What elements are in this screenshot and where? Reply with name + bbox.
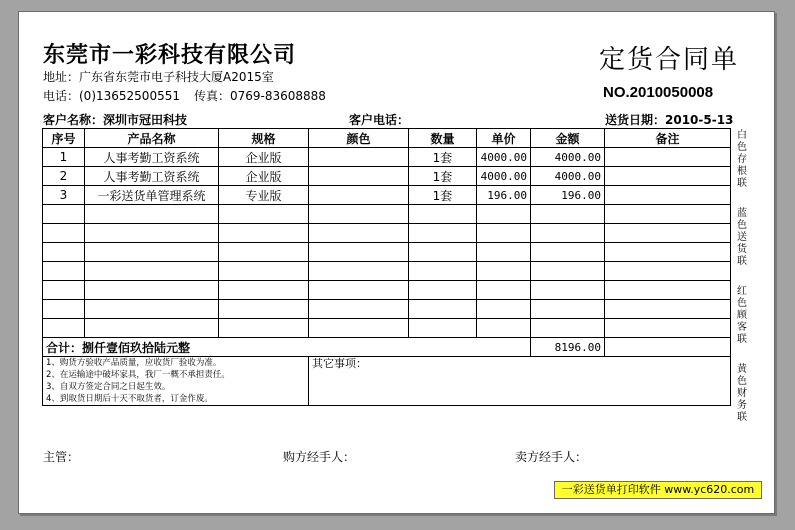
order-table (42, 128, 731, 406)
software-ad-banner[interactable]: 一彩送货单打印软件 www.yc620.com (554, 481, 762, 499)
empty-cell (605, 319, 731, 338)
empty-cell (43, 300, 85, 319)
terms-cell (43, 357, 309, 406)
term-item: 3、自双方签定合同之日起生效。 (46, 382, 171, 392)
col-header-product: 产品名称 (85, 129, 219, 148)
empty-cell (409, 205, 477, 224)
empty-cell (85, 281, 219, 300)
empty-cell (409, 243, 477, 262)
empty-cell (309, 319, 409, 338)
empty-table-row (43, 205, 731, 224)
total-row (43, 338, 731, 357)
other-matters-cell (309, 357, 731, 406)
term-item: 2、在运输途中破坏家具，我厂一概不承担责任。 (46, 370, 230, 380)
empty-cell (219, 224, 309, 243)
empty-cell (43, 243, 85, 262)
empty-cell (477, 224, 531, 243)
term-item: 1、购货方验收产品质量，应收货厂验收为准。 (46, 358, 222, 368)
col-header-color: 颜色 (309, 129, 409, 148)
col-header-index: 序号 (43, 129, 85, 148)
cell-index: 3 (43, 186, 85, 205)
cell-product: 人事考勤工资系统 (85, 148, 219, 167)
empty-cell (309, 262, 409, 281)
empty-cell (219, 281, 309, 300)
cell-color (309, 148, 409, 167)
company-contact (43, 87, 326, 104)
empty-cell (477, 281, 531, 300)
empty-cell (477, 262, 531, 281)
empty-cell (85, 300, 219, 319)
empty-cell (219, 243, 309, 262)
empty-cell (409, 281, 477, 300)
empty-cell (605, 243, 731, 262)
empty-cell (43, 205, 85, 224)
cell-quantity: 1套 (409, 148, 477, 167)
side-copy-yellow: 黄色财务联 (737, 364, 747, 423)
col-header-quantity: 数量 (409, 129, 477, 148)
empty-cell (477, 319, 531, 338)
cell-remarks (605, 167, 731, 186)
empty-cell (409, 262, 477, 281)
empty-cell (605, 262, 731, 281)
cell-index: 1 (43, 148, 85, 167)
empty-cell (309, 243, 409, 262)
cell-amount: 4000.00 (531, 148, 605, 167)
empty-cell (219, 262, 309, 281)
cell-unit-price: 4000.00 (477, 167, 531, 186)
empty-cell (85, 262, 219, 281)
empty-cell (219, 300, 309, 319)
delivery-date: 送货日期：2010-5-13 (605, 113, 734, 127)
empty-cell (531, 205, 605, 224)
empty-cell (409, 319, 477, 338)
side-copy-red: 红色顾客联 (737, 286, 747, 345)
customer-name: 客户名称：深圳市冠田科技 (43, 113, 188, 127)
empty-cell (531, 262, 605, 281)
empty-cell (85, 243, 219, 262)
cell-quantity: 1套 (409, 167, 477, 186)
empty-cell (605, 205, 731, 224)
empty-cell (43, 319, 85, 338)
company-fax: 传真：0769-83608888 (193, 89, 326, 103)
contract-sheet (18, 11, 775, 514)
notes-row (43, 357, 731, 406)
empty-cell (409, 300, 477, 319)
empty-cell (85, 224, 219, 243)
table-header-row (43, 129, 731, 148)
side-copy-white: 白色存根联 (737, 130, 747, 189)
cell-quantity: 1套 (409, 186, 477, 205)
company-name: 东莞市一彩科技有限公司 (43, 43, 297, 68)
empty-cell (309, 281, 409, 300)
empty-cell (43, 224, 85, 243)
table-row (43, 148, 731, 167)
cell-unit-price: 4000.00 (477, 148, 531, 167)
empty-cell (309, 300, 409, 319)
empty-cell (477, 300, 531, 319)
col-header-spec: 规格 (219, 129, 309, 148)
empty-cell (605, 281, 731, 300)
supervisor-label: 主管： (43, 450, 80, 464)
table-row (43, 167, 731, 186)
cell-spec: 企业版 (219, 148, 309, 167)
empty-cell (309, 224, 409, 243)
empty-cell (85, 319, 219, 338)
cell-remarks (605, 148, 731, 167)
empty-cell (85, 205, 219, 224)
side-copy-blue: 蓝色送货联 (737, 208, 747, 267)
empty-cell (477, 205, 531, 224)
col-header-unit-price: 单价 (477, 129, 531, 148)
total-amount: 8196.00 (531, 338, 605, 357)
empty-cell (219, 205, 309, 224)
cell-spec: 专业版 (219, 186, 309, 205)
empty-cell (477, 243, 531, 262)
empty-cell (531, 281, 605, 300)
empty-cell (309, 205, 409, 224)
empty-table-row (43, 262, 731, 281)
cell-amount: 4000.00 (531, 167, 605, 186)
empty-cell (43, 262, 85, 281)
company-address: 地址：广东省东莞市电子科技大厦A2015室 (43, 70, 274, 84)
company-phone: 电话：(0)13652500551 (43, 89, 180, 103)
empty-cell (531, 300, 605, 319)
empty-table-row (43, 224, 731, 243)
empty-cell (605, 224, 731, 243)
cell-remarks (605, 186, 731, 205)
cell-unit-price: 196.00 (477, 186, 531, 205)
empty-cell (605, 300, 731, 319)
document-number: NO.2010050008 (603, 84, 714, 101)
document-title: 定货合同单 (599, 45, 740, 75)
cell-amount: 196.00 (531, 186, 605, 205)
buyer-handler-label: 购方经手人： (283, 450, 356, 464)
col-header-remarks: 备注 (605, 129, 731, 148)
cell-product: 一彩送货单管理系统 (85, 186, 219, 205)
seller-handler-label: 卖方经手人： (515, 450, 588, 464)
empty-table-row (43, 243, 731, 262)
cell-index: 2 (43, 167, 85, 186)
other-matters-label: 其它事项： (312, 357, 367, 370)
empty-table-row (43, 300, 731, 319)
empty-cell (531, 243, 605, 262)
empty-cell (409, 224, 477, 243)
term-item: 4、到取货日期后十天不取货者，订金作废。 (46, 394, 213, 404)
total-label: 合计：捌仟壹佰玖拾陆元整 (43, 338, 531, 357)
cell-spec: 企业版 (219, 167, 309, 186)
empty-table-row (43, 319, 731, 338)
empty-cell (219, 319, 309, 338)
cell-product: 人事考勤工资系统 (85, 167, 219, 186)
total-remarks (605, 338, 731, 357)
cell-color (309, 167, 409, 186)
empty-rows (43, 205, 731, 338)
cell-color (309, 186, 409, 205)
empty-table-row (43, 281, 731, 300)
empty-cell (531, 224, 605, 243)
empty-cell (43, 281, 85, 300)
table-row (43, 186, 731, 205)
empty-cell (531, 319, 605, 338)
col-header-amount: 金额 (531, 129, 605, 148)
customer-phone: 客户电话： (349, 113, 410, 127)
